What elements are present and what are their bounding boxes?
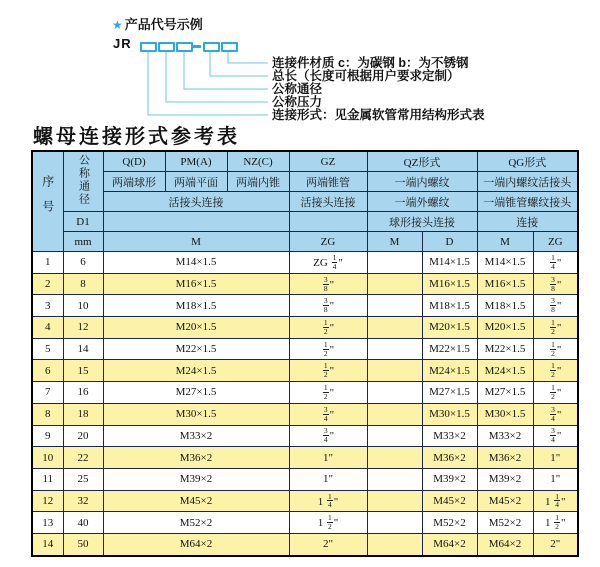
unit-d-qz: D — [422, 232, 477, 252]
unit-m-main: M — [103, 232, 289, 252]
cell-m: M14×1.5 — [103, 252, 289, 274]
cell-m: M22×1.5 — [103, 338, 289, 360]
code-box-4 — [203, 42, 220, 52]
table-row — [32, 447, 578, 469]
cell-m: M16×1.5 — [103, 273, 289, 295]
cell-qz-d: M24×1.5 — [422, 360, 477, 382]
cell-qz-m — [367, 425, 422, 447]
ends-gz: 两端锥管 — [289, 172, 367, 192]
cell-qg-zg: $\frac{1}{2}$ " — [533, 360, 578, 382]
cell-qz-d: M18×1.5 — [422, 295, 477, 317]
cell-qz-m — [367, 252, 422, 274]
unit-m-qg: M — [477, 232, 533, 252]
cell-gz: 1 $\frac{1}{4}$ " — [289, 490, 367, 512]
cell-qz-m — [367, 533, 422, 555]
cell-qg-m: M64×2 — [477, 533, 533, 555]
cell-qz-m — [367, 512, 422, 534]
cell-qg-zg: $\frac{3}{8}$ " — [533, 273, 578, 295]
cell-mm: 50 — [63, 533, 103, 555]
table-row — [32, 403, 578, 425]
label-connector-material: 连接件材质 c：为碳钢 b：为不锈钢 — [272, 56, 469, 70]
conn2-qg: 连接 — [477, 212, 578, 232]
cell-qz-d: M27×1.5 — [422, 382, 477, 404]
table-row — [32, 512, 578, 534]
cell-seq: 5 — [32, 338, 63, 360]
cell-qg-zg: 1" — [533, 447, 578, 469]
cell-seq: 1 — [32, 252, 63, 274]
cell-qz-m — [367, 360, 422, 382]
cell-qz-d: M52×2 — [422, 512, 477, 534]
cell-qg-zg: 1 $\frac{1}{2}$ " — [533, 512, 578, 534]
cell-gz: $\frac{3}{4}$ " — [289, 403, 367, 425]
cell-m: M39×2 — [103, 468, 289, 490]
cell-gz: 2" — [289, 533, 367, 555]
cell-qz-d: M16×1.5 — [422, 273, 477, 295]
cell-m: M24×1.5 — [103, 360, 289, 382]
code-box-3 — [176, 42, 193, 52]
cell-gz: $\frac{3}{8}$ " — [289, 295, 367, 317]
cell-seq: 4 — [32, 317, 63, 339]
table-row — [32, 317, 578, 339]
cell-qg-zg: $\frac{3}{4}$ " — [533, 425, 578, 447]
cell-qg-m: M18×1.5 — [477, 295, 533, 317]
cell-m: M27×1.5 — [103, 382, 289, 404]
table-title: 螺母连接形式参考表 — [33, 126, 240, 148]
cell-gz: $\frac{3}{4}$ " — [289, 425, 367, 447]
d1-empty-gz — [289, 212, 367, 232]
cell-qg-m: M22×1.5 — [477, 338, 533, 360]
unit-zg-qg: ZG — [533, 232, 578, 252]
cell-qg-m: M30×1.5 — [477, 403, 533, 425]
cell-gz: $\frac{3}{8}$ " — [289, 273, 367, 295]
star-icon: ★ — [112, 18, 123, 32]
cell-mm: 8 — [63, 273, 103, 295]
cell-qz-m — [367, 338, 422, 360]
cell-m: M52×2 — [103, 512, 289, 534]
col-header-dn — [63, 151, 103, 212]
cell-qz-m — [367, 273, 422, 295]
code-prefix: JR — [113, 36, 132, 51]
cell-qg-zg: $\frac{1}{2}$ " — [533, 338, 578, 360]
cell-mm: 16 — [63, 382, 103, 404]
cell-mm: 40 — [63, 512, 103, 534]
cell-qz-m — [367, 490, 422, 512]
cell-seq: 3 — [32, 295, 63, 317]
cell-qg-zg: $\frac{1}{4}$ " — [533, 252, 578, 274]
cell-qz-d: M36×2 — [422, 447, 477, 469]
product-code-diagram — [0, 0, 600, 130]
col-header-qg: QG形式 — [477, 151, 578, 172]
cell-qz-d: M20×1.5 — [422, 317, 477, 339]
cell-qg-m: M24×1.5 — [477, 360, 533, 382]
conn-gz: 活接头连接 — [289, 192, 367, 212]
cell-qz-m — [367, 447, 422, 469]
table-row — [32, 490, 578, 512]
table-row — [32, 425, 578, 447]
cell-qg-m: M45×2 — [477, 490, 533, 512]
cell-mm: 10 — [63, 295, 103, 317]
col-header-qz: QZ形式 — [367, 151, 477, 172]
cell-qz-d: M33×2 — [422, 425, 477, 447]
cell-qg-m: M27×1.5 — [477, 382, 533, 404]
cell-seq: 9 — [32, 425, 63, 447]
cell-seq: 6 — [32, 360, 63, 382]
cell-qz-m — [367, 403, 422, 425]
cell-gz: $\frac{1}{2}$ " — [289, 317, 367, 339]
diagram-title: 产品代号示例 — [124, 17, 203, 32]
cell-mm: 14 — [63, 338, 103, 360]
label-nominal-pressure: 公称压力 — [272, 95, 323, 109]
cell-m: M18×1.5 — [103, 295, 289, 317]
ends-nzc: 两端内锥 — [227, 172, 289, 192]
cell-qz-d: M39×2 — [422, 468, 477, 490]
cell-m: M33×2 — [103, 425, 289, 447]
cell-qz-m — [367, 382, 422, 404]
cell-qz-d: M14×1.5 — [422, 252, 477, 274]
d1-empty-left — [103, 212, 289, 232]
cell-m: M64×2 — [103, 533, 289, 555]
table-row — [32, 468, 578, 490]
col-header-gz: GZ — [289, 151, 367, 172]
cell-seq: 7 — [32, 382, 63, 404]
cell-mm: 18 — [63, 403, 103, 425]
cell-qg-zg: 1" — [533, 468, 578, 490]
ends-qd: 两端球形 — [103, 172, 165, 192]
cell-seq: 2 — [32, 273, 63, 295]
table-row — [32, 382, 578, 404]
code-dash-icon — [192, 45, 201, 48]
label-connection-form: 连接形式：见金属软管常用结构形式表 — [272, 108, 485, 122]
cell-qz-m — [367, 468, 422, 490]
table-row — [32, 338, 578, 360]
col-header-pma: PM(A) — [165, 151, 227, 172]
cell-qz-d: M30×1.5 — [422, 403, 477, 425]
cell-m: M20×1.5 — [103, 317, 289, 339]
table-row — [32, 533, 578, 555]
cell-seq: 8 — [32, 403, 63, 425]
col-header-qd: Q(D) — [103, 151, 165, 172]
cell-qz-d: M64×2 — [422, 533, 477, 555]
conn-qg: 一端锥管螺纹接头 — [477, 192, 578, 212]
table-row — [32, 295, 578, 317]
cell-qg-zg: $\frac{1}{2}$ " — [533, 317, 578, 339]
cell-mm: 22 — [63, 447, 103, 469]
table-row — [32, 252, 578, 274]
conn-union: 活接头连接 — [103, 192, 289, 212]
code-box-5 — [221, 42, 238, 52]
cell-qg-m: M36×2 — [477, 447, 533, 469]
cell-gz: ZG $\frac{1}{4}$ " — [289, 252, 367, 274]
unit-m-qz: M — [367, 232, 422, 252]
mm-label: mm — [63, 232, 103, 252]
cell-gz: 1" — [289, 468, 367, 490]
col-header-seq — [32, 151, 63, 252]
code-box-1 — [140, 42, 157, 52]
cell-gz: $\frac{1}{2}$ " — [289, 382, 367, 404]
cell-mm: 12 — [63, 317, 103, 339]
cell-seq: 12 — [32, 490, 63, 512]
cell-qg-zg: 2" — [533, 533, 578, 555]
conn-qz: 一端外螺纹 — [367, 192, 477, 212]
ends-qz: 一端内螺纹 — [367, 172, 477, 192]
cell-seq: 11 — [32, 468, 63, 490]
diagram-heading — [112, 14, 203, 33]
cell-gz: 1" — [289, 447, 367, 469]
cell-gz: $\frac{1}{2}$ " — [289, 360, 367, 382]
label-nominal-diameter: 公称通径 — [272, 82, 323, 96]
cell-qg-m: M20×1.5 — [477, 317, 533, 339]
cell-gz: 1 $\frac{1}{2}$ " — [289, 512, 367, 534]
dn-label: 公称通径 — [77, 154, 90, 206]
cell-qz-m — [367, 317, 422, 339]
cell-m: M30×1.5 — [103, 403, 289, 425]
table-row — [32, 360, 578, 382]
cell-seq: 13 — [32, 512, 63, 534]
ends-qg: 一端内螺纹活接头 — [477, 172, 578, 192]
cell-qz-d: M22×1.5 — [422, 338, 477, 360]
label-total-length: 总长（长度可根据用户要求定制） — [272, 69, 460, 83]
cell-mm: 32 — [63, 490, 103, 512]
cell-seq: 10 — [32, 447, 63, 469]
code-box-2 — [158, 42, 175, 52]
nut-connection-reference-table — [31, 150, 579, 557]
unit-zg-gz: ZG — [289, 232, 367, 252]
cell-qg-m: M16×1.5 — [477, 273, 533, 295]
col-header-nzc: NZ(C) — [227, 151, 289, 172]
cell-qg-m: M52×2 — [477, 512, 533, 534]
cell-m: M45×2 — [103, 490, 289, 512]
conn2-qz: 球形接头连接 — [367, 212, 477, 232]
cell-qg-m: M39×2 — [477, 468, 533, 490]
cell-gz: $\frac{1}{2}$ " — [289, 338, 367, 360]
cell-qg-m: M14×1.5 — [477, 252, 533, 274]
cell-qz-d: M45×2 — [422, 490, 477, 512]
cell-qz-m — [367, 295, 422, 317]
cell-mm: 25 — [63, 468, 103, 490]
cell-qg-m: M33×2 — [477, 425, 533, 447]
d1-label: D1 — [63, 212, 103, 232]
cell-mm: 6 — [63, 252, 103, 274]
cell-mm: 15 — [63, 360, 103, 382]
cell-m: M36×2 — [103, 447, 289, 469]
cell-qg-zg: $\frac{1}{2}$ " — [533, 382, 578, 404]
cell-qg-zg: $\frac{3}{4}$ " — [533, 403, 578, 425]
table-row — [32, 273, 578, 295]
cell-seq: 14 — [32, 533, 63, 555]
cell-qg-zg: 1 $\frac{1}{4}$ " — [533, 490, 578, 512]
seq-label: 序号 — [40, 175, 55, 225]
ends-pma: 两端平面 — [165, 172, 227, 192]
cell-mm: 20 — [63, 425, 103, 447]
cell-qg-zg: $\frac{3}{8}$ " — [533, 295, 578, 317]
